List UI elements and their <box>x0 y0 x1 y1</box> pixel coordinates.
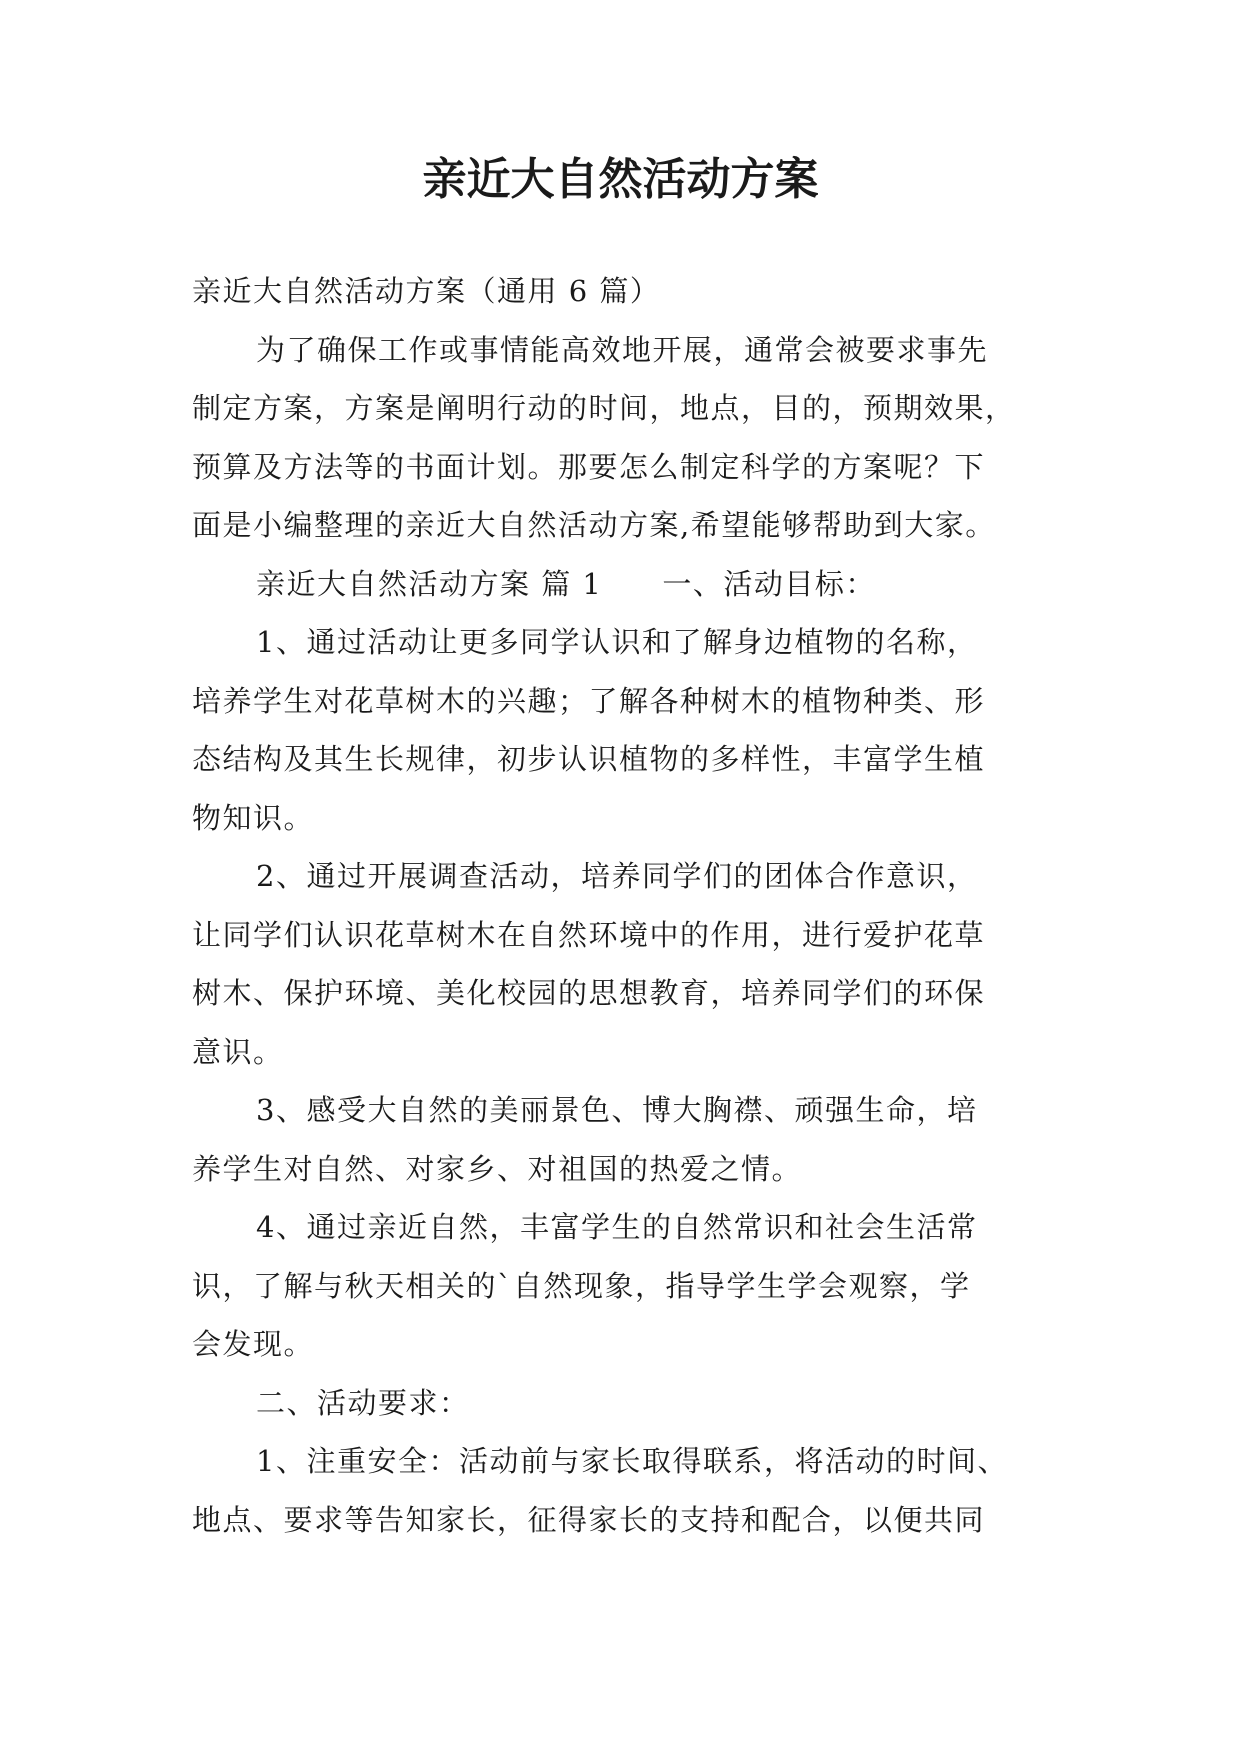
intro-line: 为了确保工作或事情能高效地开展，通常会被要求事先 <box>256 332 989 367</box>
goal4-paragraph <box>192 1198 1052 1374</box>
section2-heading: 二、活动要求： <box>256 1385 470 1420</box>
req1-paragraph <box>192 1432 1052 1549</box>
goal3-line: 3、感受大自然的美丽景色、博大胸襟、顽强生命，培 <box>256 1093 978 1127</box>
goal1-line: 培养学生对花草树木的兴趣；了解各种树木的植物种类、形 <box>192 683 986 718</box>
goal4-line: 会发现。 <box>192 1327 315 1361</box>
document-subtitle: 亲近大自然活动方案（通用 6 篇） <box>192 274 661 308</box>
goal2-line: 让同学们认识花草树木在自然环境中的作用，进行爱护花草 <box>192 917 986 952</box>
goal2-line: 树木、保护环境、美化校园的思想教育，培养同学们的环保 <box>192 976 986 1010</box>
req1-line: 1、注重安全：活动前与家长取得联系，将活动的时间、 <box>256 1444 1008 1478</box>
document-title: 亲近大自然活动方案 <box>422 154 819 205</box>
intro-line: 制定方案，方案是阐明行动的时间，地点，目的，预期效果， <box>192 391 1016 425</box>
section1-heading-line <box>192 555 1052 614</box>
goal2-line: 意识。 <box>192 1034 284 1069</box>
intro-line: 面是小编整理的亲近大自然活动方案,希望能够帮助到大家。 <box>192 508 996 542</box>
req1-line: 地点、要求等告知家长，征得家长的支持和配合，以便共同 <box>192 1502 986 1537</box>
intro-paragraph <box>192 321 1052 555</box>
section1-subheading: 一、活动目标： <box>662 566 876 601</box>
goal3-line: 养学生对自然、对家乡、对祖国的热爱之情。 <box>192 1151 803 1186</box>
intro-line: 预算及方法等的书面计划。那要怎么制定科学的方案呢？下 <box>192 449 986 484</box>
document-body <box>192 262 1052 1549</box>
goal4-line: 识，了解与秋天相关的`自然现象，指导学生学会观察，学 <box>192 1268 971 1303</box>
goal1-line: 物知识。 <box>192 800 315 835</box>
goal4-line: 4、通过亲近自然，丰富学生的自然常识和社会生活常 <box>256 1210 978 1244</box>
goal3-paragraph <box>192 1081 1052 1198</box>
goal1-line: 态结构及其生长规律，初步认识植物的多样性，丰富学生植 <box>192 742 986 776</box>
goal2-paragraph <box>192 847 1052 1081</box>
goal2-line: 2、通过开展调查活动，培养同学们的团体合作意识， <box>256 859 978 893</box>
section1-heading: 亲近大自然活动方案 篇 1 <box>256 566 603 601</box>
goal1-line: 1、通过活动让更多同学认识和了解身边植物的名称， <box>256 625 978 659</box>
goal1-paragraph <box>192 613 1052 847</box>
